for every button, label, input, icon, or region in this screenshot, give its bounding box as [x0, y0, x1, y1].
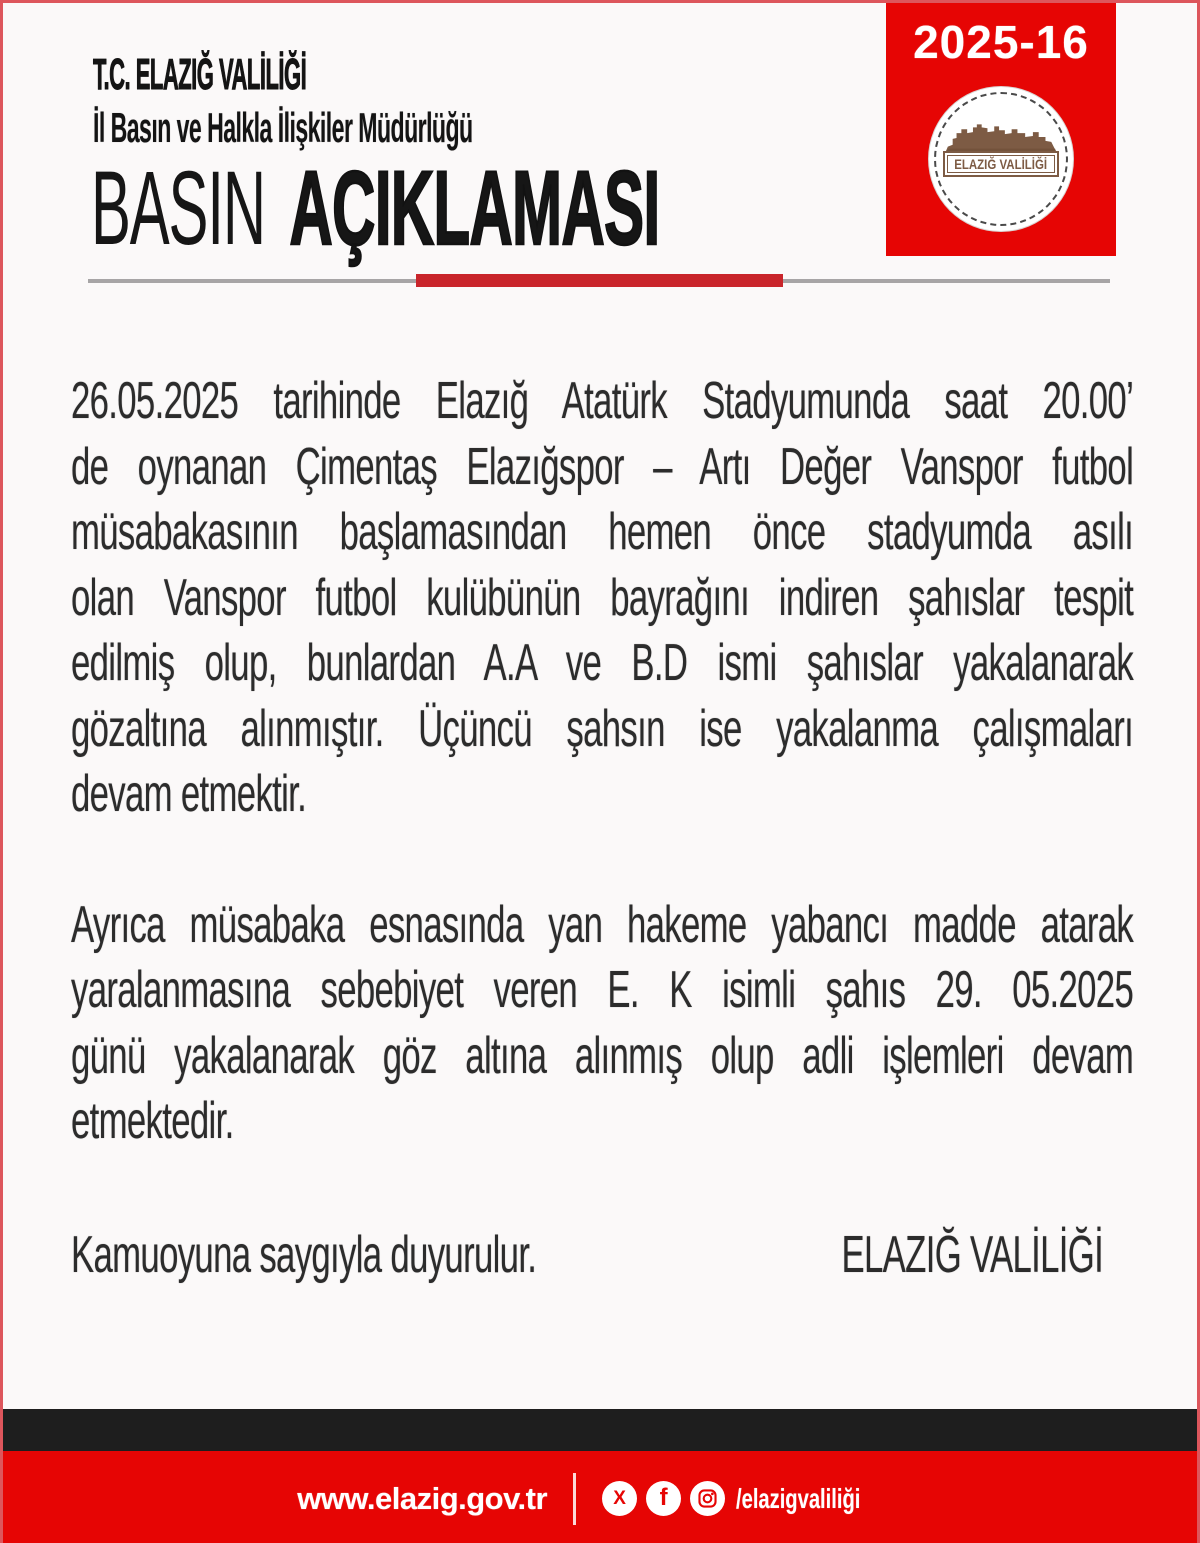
title-word-basin: BASIN [91, 150, 265, 267]
closing-statement: Kamuoyuna saygıyla duyurulur. [71, 1225, 537, 1284]
page-title [91, 150, 660, 267]
signature: ELAZIĞ VALİLİĞİ [841, 1225, 1104, 1284]
text-line: olan Vanspor futbol kulübünün bayrağını indiren şahıslar tespit [71, 568, 1134, 627]
facebook-icon[interactable]: f [646, 1481, 681, 1516]
text-line: etmektedir. [71, 1092, 234, 1150]
text-line: müsabakasının başlamasından hemen önce stadyumda asılı [71, 503, 1134, 561]
paragraph-2 [71, 893, 1133, 1155]
paragraph-1 [71, 369, 1133, 828]
text-line: de oynanan Çimentaş Elazığspor – Artı Değer Vanspor futbol [71, 437, 1134, 496]
text-line: devam etmektir. [71, 765, 307, 823]
text-line: günü yakalanarak göz altına alınmış olup adli işlemleri devam [71, 1026, 1134, 1085]
agency-name: T.C. ELAZIĞ VALİLİĞİ [93, 50, 307, 99]
text-line: 26.05.2025 tarihinde Elazığ Atatürk Stadyumunda saat 20.00’ [71, 372, 1134, 430]
text-line: Ayrıca müsabaka esnasında yan hakeme yabancı madde atarak [71, 895, 1134, 954]
text-line: edilmiş olup, bunlardan A.A ve B.D ismi şahıslar yakalanarak [71, 634, 1134, 692]
text-line: yaralanmasına sebebiyet veren E. K isimli şahıs 29. 05.2025 [71, 961, 1134, 1019]
footer-divider [573, 1473, 576, 1525]
instagram-icon[interactable] [690, 1481, 725, 1516]
governorship-seal [929, 87, 1073, 231]
seal-label: ELAZIĞ VALİLİĞİ [943, 151, 1059, 177]
announcement-body [71, 369, 1133, 1288]
castle-icon [943, 120, 1059, 154]
social-handle[interactable]: /elazigvaliliği [736, 1482, 861, 1514]
x-icon[interactable]: X [602, 1481, 637, 1516]
footer-dark-band [0, 1409, 1200, 1451]
text-line: gözaltına alınmıştır. Üçüncü şahsın ise yakalanma çalışmaları [71, 699, 1134, 758]
footer-red-band [0, 1451, 1200, 1543]
department-name: İl Basın ve Halkla İlişkiler Müdürlüğü [93, 104, 473, 151]
title-word-aciklamasi: AÇIKLAMASI [289, 150, 660, 267]
issue-box [886, 3, 1116, 256]
separator-red-segment [416, 274, 783, 287]
website-link[interactable]: www.elazig.gov.tr [297, 1480, 548, 1516]
closing-row [71, 1223, 1133, 1289]
issue-number: 2025-16 [913, 16, 1089, 68]
